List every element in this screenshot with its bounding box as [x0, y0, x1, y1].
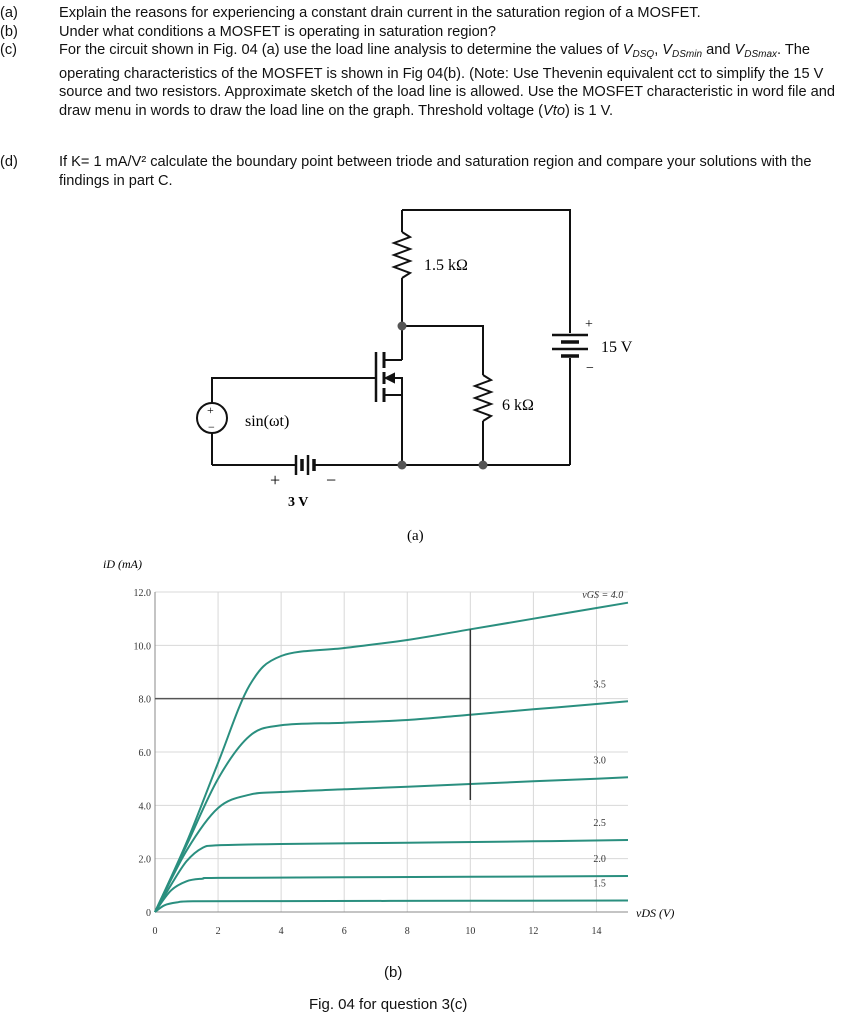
resistor-1-5k-label: 1.5 kΩ	[424, 257, 468, 274]
curve-label: 1.5	[593, 878, 606, 890]
source-voltage-label: 15 V	[601, 339, 633, 356]
resistor-6k-label: 6 kΩ	[502, 397, 534, 414]
circuit-wires	[197, 210, 588, 475]
curve-label: 2.0	[593, 854, 606, 865]
y-tick-label: 6.0	[138, 748, 151, 759]
bias-voltage-label: 3 V	[288, 495, 309, 510]
mosfet-characteristics-chart	[0, 544, 857, 1024]
question-d-text: If K= 1 mA/V² calculate the boundary point between triode and saturation region and compare your solutions with the findings in part C.	[59, 154, 812, 189]
circuit-caption: (a)	[407, 528, 424, 544]
question-c-text: For the circuit shown in Fig. 04 (a) use the load line analysis to determine the values of $V_{DSQ}$, $V_{DSmin}$ and $V_{DSmax}$. The operating characteristics of the MOSFET is shown in Fig 04(b). (Note: Use Thevenin equivalent cct to simplify the 15 V source and two resistors. Approximate sketch of the load line is allowed. Use the MOSFET characteristic in word file and draw menu in words to draw the load line on the graph. Threshold voltage (Vto) is 1 V.	[59, 42, 835, 119]
y-tick-label: 4.0	[138, 801, 151, 813]
bias-plus-sign: +	[270, 470, 281, 490]
x-tick-label: 10	[465, 926, 476, 937]
x-axis-label: vDS (V)	[636, 906, 675, 920]
x-tick-label: 4	[278, 926, 284, 937]
x-tick-label: 8	[404, 926, 410, 937]
circuit-nodes	[398, 322, 488, 470]
y-tick-label: 2.0	[138, 854, 151, 866]
x-tick-label: 0	[152, 926, 158, 937]
bias-minus-sign: −	[326, 470, 337, 490]
y-tick-label: 12.0	[133, 588, 151, 599]
question-c-label: (c)	[0, 42, 18, 58]
question-a-label: (a)	[0, 5, 18, 21]
curve-label: 3.5	[593, 679, 606, 691]
source-plus-sign: +	[585, 317, 593, 332]
question-b-label: (b)	[0, 23, 18, 40]
y-tick-label: 8.0	[138, 694, 151, 706]
x-tick-label: 12	[528, 926, 539, 937]
resistor-1-5k-symbol	[394, 232, 410, 278]
curve-label: 3.0	[593, 755, 606, 767]
figure-caption: Fig. 04 for question 3(c)	[309, 996, 468, 1013]
y-tick-label: 0	[146, 908, 151, 919]
curve-label: vGS = 4.0	[582, 590, 624, 601]
resistor-6k-symbol	[475, 375, 491, 421]
y-axis-label: iD (mA)	[103, 557, 142, 571]
signal-plus-sign: +	[207, 403, 214, 417]
signal-source-label: sin(ωt)	[245, 413, 290, 430]
x-tick-label: 14	[591, 926, 602, 937]
question-d-label: (d)	[0, 154, 18, 170]
x-tick-label: 2	[215, 926, 221, 937]
question-b-text: Under what conditions a MOSFET is operating in saturation region?	[59, 23, 496, 40]
y-tick-label: 10.0	[133, 641, 151, 653]
curve-label: 2.5	[593, 818, 606, 829]
question-a-text: Explain the reasons for experiencing a constant drain current in the saturation region of a MOSFET.	[59, 5, 701, 21]
signal-minus-sign: −	[208, 420, 215, 434]
x-tick-label: 6	[341, 926, 347, 937]
source-minus-sign: −	[586, 361, 594, 376]
chart-sub-caption: (b)	[384, 964, 403, 981]
